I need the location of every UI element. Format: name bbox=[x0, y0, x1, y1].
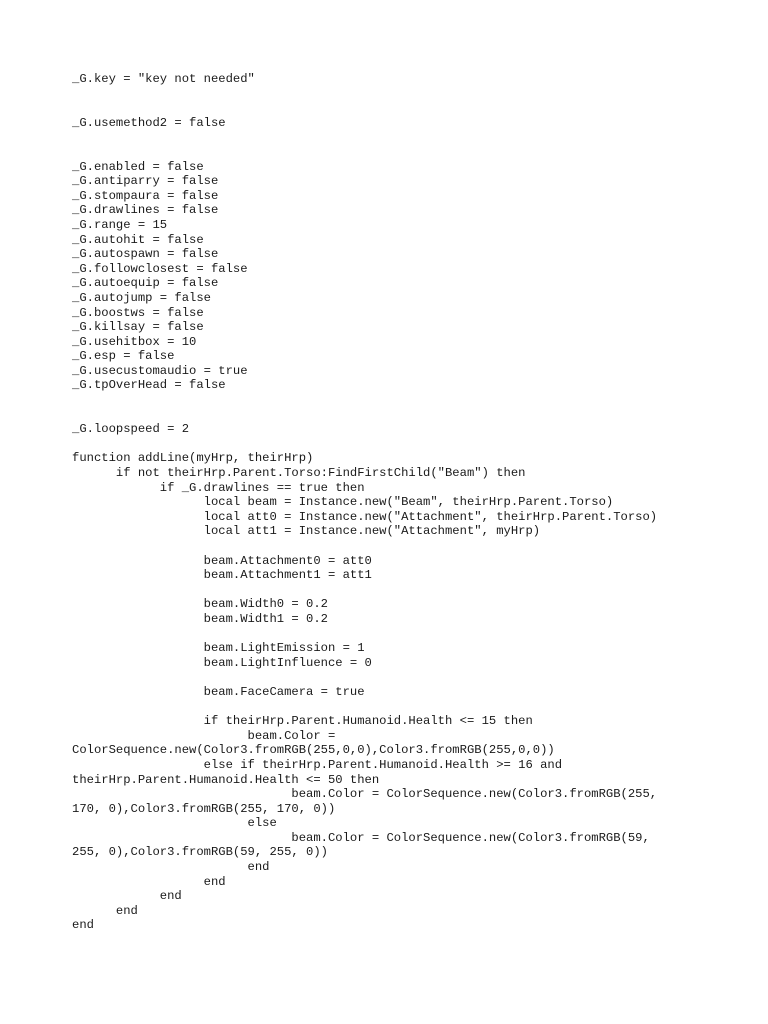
code-line: 170, 0),Color3.fromRGB(255, 170, 0)) bbox=[72, 801, 336, 816]
code-line: _G.killsay = false bbox=[72, 320, 204, 335]
blank-line bbox=[72, 87, 702, 102]
code-line: ColorSequence.new(Color3.fromRGB(255,0,0),Color3.fromRGB(255,0,0)) bbox=[72, 743, 555, 758]
blank-line bbox=[72, 670, 702, 685]
blank-line bbox=[72, 437, 702, 452]
code-line: _G.enabled = false bbox=[72, 159, 204, 174]
code-line: end bbox=[72, 918, 94, 933]
code-line: beam.Attachment1 = att1 bbox=[72, 568, 372, 583]
code-line: _G.tpOverHead = false bbox=[72, 378, 226, 393]
code-line: beam.Color = ColorSequence.new(Color3.fromRGB(255, bbox=[72, 787, 658, 802]
blank-line bbox=[72, 101, 702, 116]
code-line: _G.followclosest = false bbox=[72, 261, 248, 276]
code-line: _G.autospawn = false bbox=[72, 247, 219, 262]
code-line: theirHrp.Parent.Humanoid.Health <= 50 then bbox=[72, 772, 380, 787]
code-line: local att0 = Instance.new("Attachment", theirHrp.Parent.Torso) bbox=[72, 509, 658, 524]
blank-line bbox=[72, 145, 702, 160]
code-line: end bbox=[72, 860, 270, 875]
code-line: _G.stompaura = false bbox=[72, 188, 219, 203]
code-listing bbox=[72, 72, 702, 933]
code-line: _G.usecustomaudio = true bbox=[72, 363, 248, 378]
code-line: end bbox=[72, 903, 138, 918]
code-line: if _G.drawlines == true then bbox=[72, 480, 365, 495]
code-line: _G.usehitbox = 10 bbox=[72, 334, 197, 349]
code-line: function addLine(myHrp, theirHrp) bbox=[72, 451, 314, 466]
code-line: if theirHrp.Parent.Humanoid.Health <= 15 then bbox=[72, 714, 533, 729]
code-line: _G.key = "key not needed" bbox=[72, 72, 255, 86]
code-line: beam.Color = bbox=[72, 728, 336, 743]
code-line: beam.Width0 = 0.2 bbox=[72, 597, 328, 612]
code-line: beam.Width1 = 0.2 bbox=[72, 611, 328, 626]
blank-line bbox=[72, 130, 702, 145]
code-line: beam.FaceCamera = true bbox=[72, 684, 365, 699]
code-line: else if theirHrp.Parent.Humanoid.Health >= 16 and bbox=[72, 757, 563, 772]
code-line: if not theirHrp.Parent.Torso:FindFirstChild("Beam") then bbox=[72, 466, 526, 481]
code-line: beam.Attachment0 = att0 bbox=[72, 553, 372, 568]
code-line: _G.autoequip = false bbox=[72, 276, 219, 291]
blank-line bbox=[72, 583, 702, 598]
code-line: beam.LightEmission = 1 bbox=[72, 641, 365, 656]
blank-line bbox=[72, 393, 702, 408]
code-line: beam.Color = ColorSequence.new(Color3.fromRGB(59, bbox=[72, 830, 650, 845]
code-line: else bbox=[72, 816, 277, 831]
code-line: local beam = Instance.new("Beam", theirHrp.Parent.Torso) bbox=[72, 495, 614, 510]
code-line: _G.esp = false bbox=[72, 349, 175, 364]
code-line: _G.usemethod2 = false bbox=[72, 115, 226, 130]
code-line: _G.range = 15 bbox=[72, 217, 168, 232]
code-line: _G.loopspeed = 2 bbox=[72, 422, 190, 437]
code-line: end bbox=[72, 889, 182, 904]
blank-line bbox=[72, 539, 702, 554]
code-line: _G.drawlines = false bbox=[72, 203, 219, 218]
blank-line bbox=[72, 627, 702, 642]
blank-line bbox=[72, 700, 702, 715]
code-line: _G.boostws = false bbox=[72, 305, 204, 320]
blank-line bbox=[72, 408, 702, 423]
code-line: 255, 0),Color3.fromRGB(59, 255, 0)) bbox=[72, 845, 328, 860]
code-line: end bbox=[72, 874, 226, 889]
code-line: _G.autojump = false bbox=[72, 290, 211, 305]
code-line: _G.autohit = false bbox=[72, 232, 204, 247]
code-line: beam.LightInfluence = 0 bbox=[72, 655, 372, 670]
code-line: _G.antiparry = false bbox=[72, 174, 219, 189]
code-line: local att1 = Instance.new("Attachment", myHrp) bbox=[72, 524, 541, 539]
